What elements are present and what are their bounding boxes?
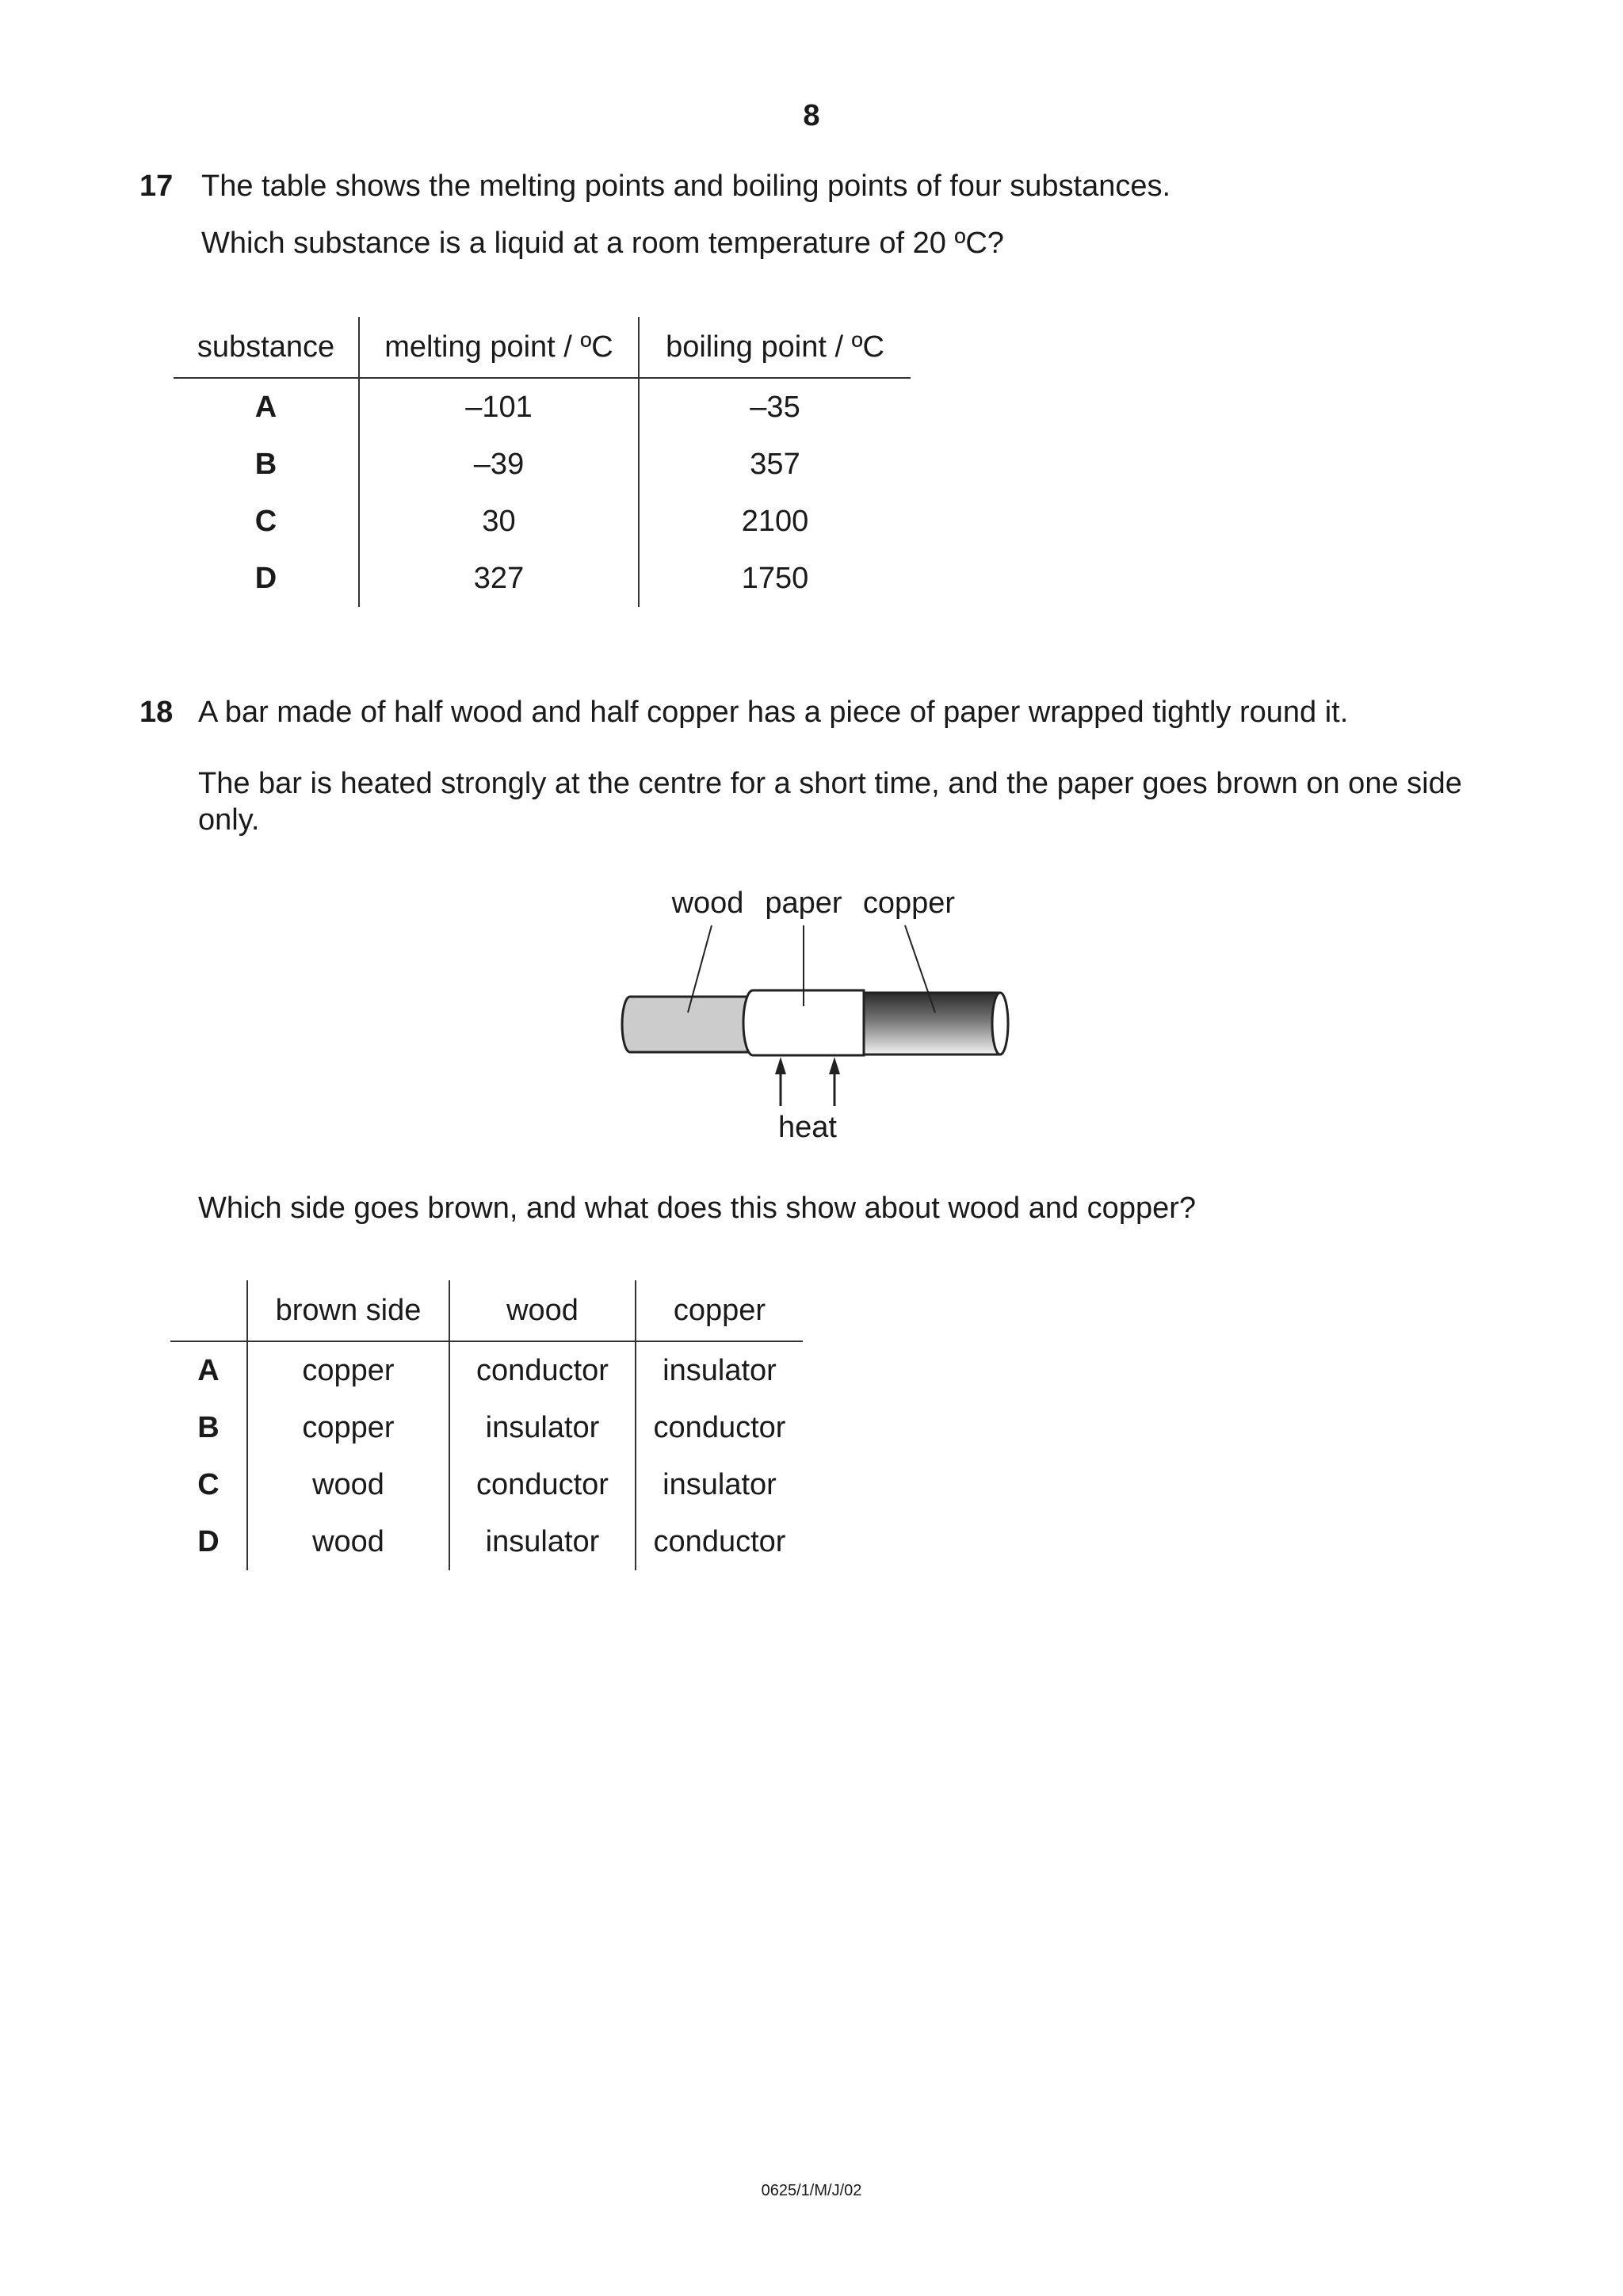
option-letter: A: [170, 1341, 247, 1399]
option-letter: A: [174, 378, 359, 436]
brown-side-cell: copper: [247, 1341, 449, 1399]
column-header-substance: substance: [174, 317, 359, 378]
table-row: [174, 436, 911, 493]
table-header-row: [174, 317, 911, 378]
boiling-point-cell: 1750: [741, 561, 809, 595]
melting-boiling-table: [174, 317, 911, 607]
copper-label: copper: [862, 887, 956, 920]
paper-label: paper: [765, 887, 842, 920]
wood-cell: insulator: [449, 1399, 636, 1456]
table-row: [170, 1513, 803, 1570]
melting-point-cell: –39: [359, 436, 639, 493]
question-17-number: 17: [139, 170, 174, 203]
question-18-description-line2: only.: [198, 803, 260, 837]
bar-diagram: [602, 871, 1030, 1157]
question-18-description-line1: The bar is heated strongly at the centre for a short time, and the paper goes brown on one side: [198, 767, 1462, 800]
question-18-number: 18: [139, 696, 174, 729]
table-row: [170, 1456, 803, 1513]
table-row: [174, 378, 911, 436]
option-letter: B: [170, 1399, 247, 1456]
wood-label: wood: [671, 887, 744, 920]
copper-section: [860, 993, 1008, 1055]
boiling-point-cell: –35: [750, 390, 800, 424]
brown-side-cell: wood: [247, 1513, 449, 1570]
column-header-empty: [170, 1280, 247, 1341]
copper-cell: conductor: [653, 1410, 786, 1444]
footer-code: 0625/1/M/J/02: [761, 2182, 862, 2199]
table-row: [174, 493, 911, 550]
wood-cell: conductor: [449, 1456, 636, 1513]
heat-arrow-right: [829, 1057, 840, 1106]
table-row: [174, 550, 911, 607]
melting-point-cell: 327: [359, 550, 639, 607]
column-header-wood: wood: [449, 1280, 636, 1341]
copper-cell: conductor: [653, 1524, 786, 1558]
table-header-row: [170, 1280, 803, 1341]
heat-label: heat: [778, 1111, 837, 1144]
question-18-text: A bar made of half wood and half copper has a piece of paper wrapped tightly round it.: [198, 696, 1349, 729]
page-number: 8: [803, 99, 820, 132]
column-header-boiling-point: boiling point / ºC: [639, 317, 911, 378]
brown-side-cell: copper: [247, 1399, 449, 1456]
boiling-point-cell: 2100: [741, 504, 809, 538]
column-header-melting-point: melting point / ºC: [359, 317, 639, 378]
melting-point-cell: –101: [359, 378, 639, 436]
question-18-prompt: Which side goes brown, and what does this show about wood and copper?: [198, 1192, 1197, 1225]
table-row: [170, 1341, 803, 1399]
wood-cell: conductor: [449, 1341, 636, 1399]
question-17-prompt: Which substance is a liquid at a room temperature of 20 ºC?: [201, 227, 1004, 260]
copper-cell: insulator: [663, 1353, 777, 1387]
column-header-brown-side: brown side: [247, 1280, 449, 1341]
brown-side-table: [170, 1280, 803, 1570]
heat-arrow-left: [775, 1057, 786, 1106]
table-row: [170, 1399, 803, 1456]
option-letter: C: [170, 1456, 247, 1513]
question-17-text: The table shows the melting points and boiling points of four substances.: [201, 170, 1171, 203]
wood-cell: insulator: [449, 1513, 636, 1570]
column-header-copper: copper: [636, 1280, 803, 1341]
option-letter: C: [174, 493, 359, 550]
option-letter: D: [174, 550, 359, 607]
brown-side-cell: wood: [247, 1456, 449, 1513]
melting-point-cell: 30: [359, 493, 639, 550]
boiling-point-cell: 357: [750, 447, 800, 481]
option-letter: D: [170, 1513, 247, 1570]
option-letter: B: [174, 436, 359, 493]
copper-cell: insulator: [663, 1467, 777, 1501]
